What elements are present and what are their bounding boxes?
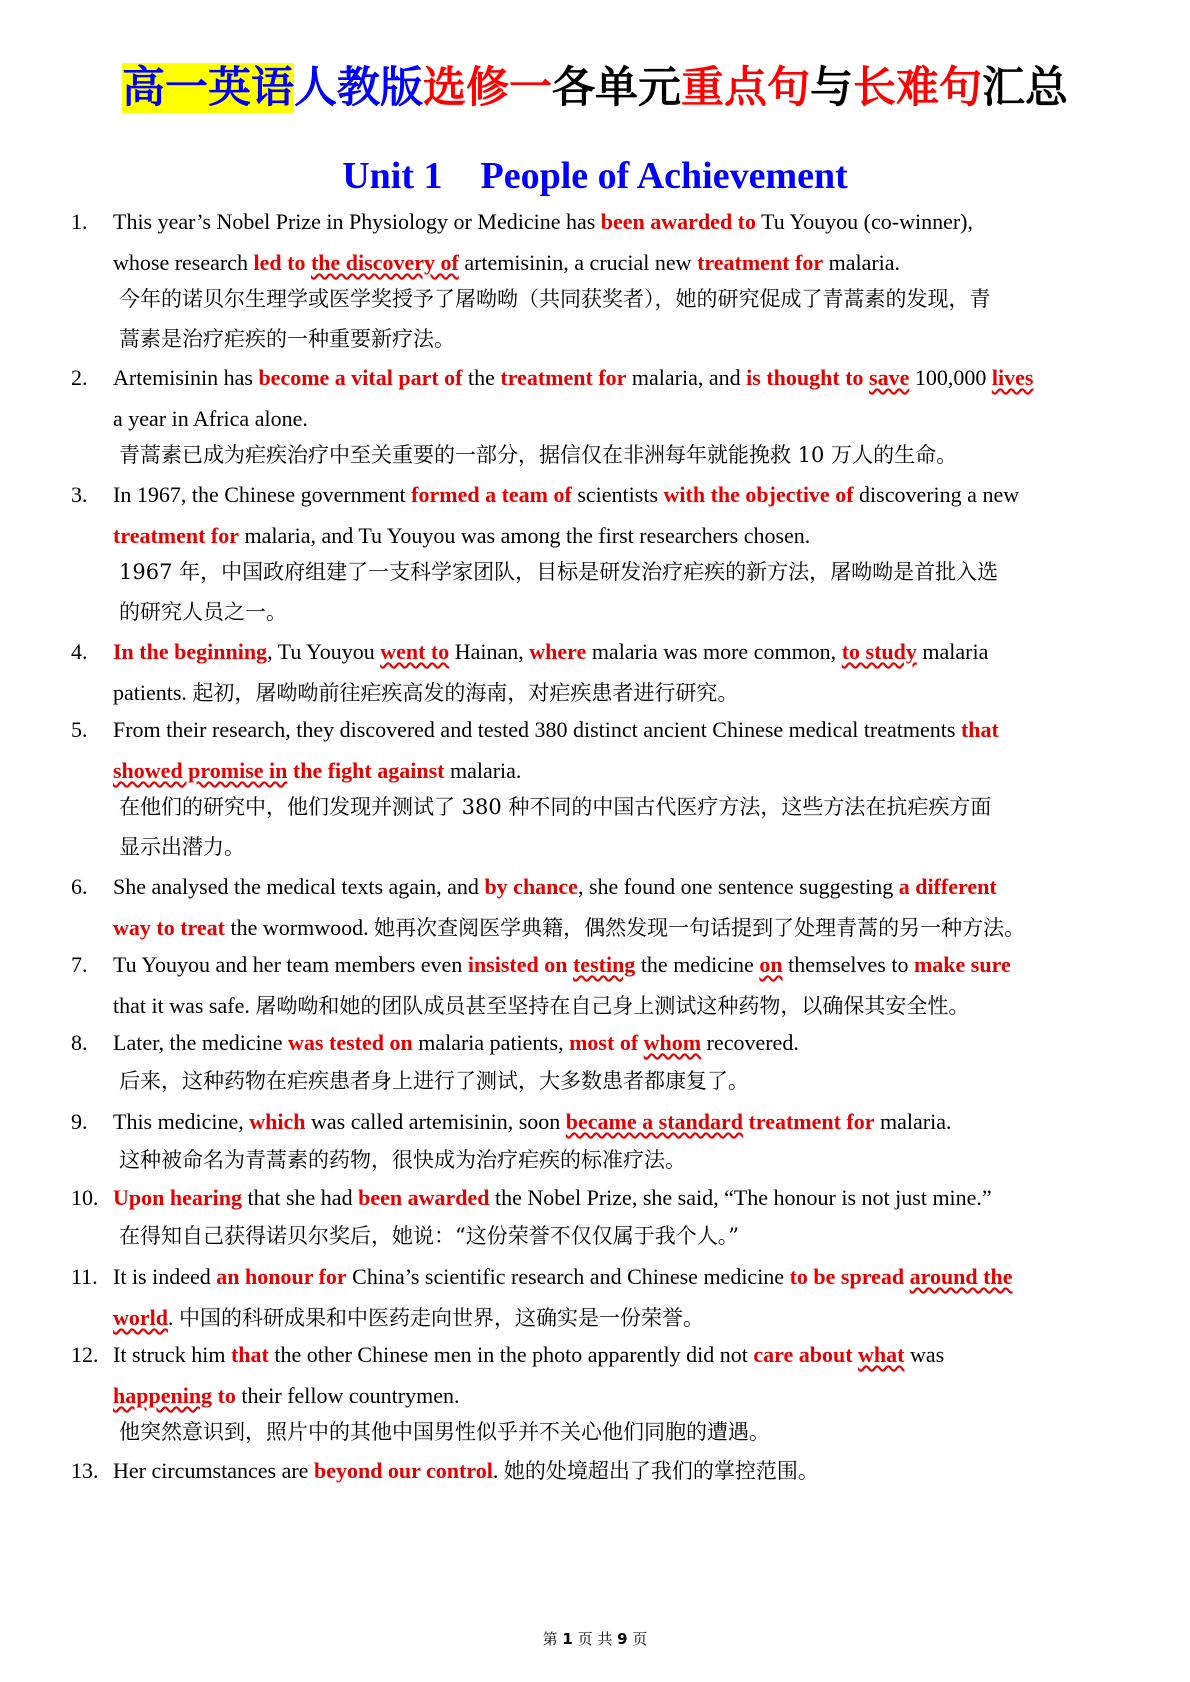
sentence-text: This year’s Nobel Prize in Physiology or Medicine has — [113, 209, 601, 234]
key-phrase: that — [960, 717, 999, 742]
page-footer — [0, 1628, 1190, 1649]
key-phrase: lives — [991, 365, 1034, 390]
key-phrase: was tested on — [288, 1030, 413, 1055]
sentence-number: 9. — [71, 1109, 88, 1134]
chinese-translation-inline: 她的处境超出了我们的掌控范围。 — [503, 1459, 819, 1483]
sentence-text: malaria — [916, 639, 989, 664]
sentence-text: It struck him — [113, 1342, 231, 1367]
sentence-text: their fellow countrymen. — [235, 1383, 460, 1408]
sentence-text: malaria, and — [626, 365, 747, 390]
sentence-number: 8. — [71, 1030, 88, 1055]
english-sentence — [113, 944, 1143, 1027]
sentence-text: malaria patients, — [412, 1030, 570, 1055]
sentence-number: 1. — [71, 209, 88, 234]
english-sentence — [113, 357, 1143, 439]
sentence-text: In 1967, the Chinese government — [113, 482, 412, 507]
title-part-summary: 汇总 — [982, 63, 1068, 113]
sentence-text: From their research, they discovered and tested 380 distinct ancient Chinese medical treatments — [113, 717, 961, 742]
translation-line: 在他们的研究中，他们发现并测试了 380 种不同的中国古代医疗方法，这些方法在抗疟疾方面 — [119, 795, 992, 819]
sentence-text: malaria, and Tu Youyou was among the first researchers chosen. — [239, 523, 811, 548]
translation-line: 显示出潜力。 — [119, 835, 245, 859]
sentence-text: that it was safe. — [113, 993, 256, 1018]
english-sentence — [113, 1450, 1143, 1492]
title-part-edition: 人教版 — [294, 63, 423, 113]
page-title — [0, 58, 1190, 118]
sentence-text: 100,000 — [909, 365, 992, 390]
key-phrase: on — [759, 952, 783, 977]
sentence-text: It is indeed — [113, 1264, 217, 1289]
sentence-number: 3. — [71, 482, 88, 507]
key-phrase: care about — [753, 1342, 859, 1367]
key-phrase: with the objective of — [663, 482, 854, 507]
sentence-text: the medicine — [635, 952, 760, 977]
key-phrase: went to — [380, 639, 450, 664]
sentence-text: whose research — [113, 250, 254, 275]
sentence-text: This medicine, — [113, 1109, 250, 1134]
sentence-text: scientists — [571, 482, 664, 507]
sentence-text: the — [462, 365, 501, 390]
sentence-text: the other Chinese men in the photo apparently did not — [268, 1342, 754, 1367]
sentence-number: 7. — [71, 952, 88, 977]
key-phrase: treatment for — [743, 1109, 875, 1134]
key-phrase: led to — [253, 250, 311, 275]
translation-line: 后来，这种药物在疟疾患者身上进行了测试，大多数患者都康复了。 — [119, 1069, 749, 1093]
key-phrase: where — [529, 639, 587, 664]
chinese-translation — [119, 279, 1139, 359]
key-phrase: happening — [113, 1383, 213, 1408]
sentence-text: themselves to — [782, 952, 914, 977]
title-part-units: 各单元 — [552, 63, 681, 113]
key-phrase: to study — [841, 639, 917, 664]
sentence-text: was called artemisinin, soon — [305, 1109, 566, 1134]
key-phrase: been awarded to — [600, 209, 757, 234]
sentence-text: She analysed the medical texts again, and — [113, 874, 485, 899]
title-part-key-sentences: 重点句 — [681, 63, 810, 113]
sentence-text: patients. — [113, 680, 193, 705]
key-phrase: the discovery of — [310, 250, 459, 275]
sentence-text: that she had — [241, 1185, 359, 1210]
key-phrase: formed a team of — [411, 482, 572, 507]
sentence-text: Hainan, — [449, 639, 530, 664]
sentence-text: Tu Youyou and her team members even — [113, 952, 468, 977]
key-phrase: to be spread — [789, 1264, 910, 1289]
english-sentence — [113, 631, 1143, 714]
sentence-text: was — [904, 1342, 945, 1367]
title-part-long-sentences: 长难句 — [853, 63, 982, 113]
english-sentence — [113, 1334, 1143, 1416]
translation-line: 1967 年，中国政府组建了一支科学家团队，目标是研发治疗疟疾的新方法，屠呦呦是首批入选 — [119, 560, 999, 584]
sentence-number: 6. — [71, 874, 88, 899]
sentence-text: malaria was more common, — [586, 639, 842, 664]
sentence-number: 5. — [71, 717, 88, 742]
translation-line: 今年的诺贝尔生理学或医学奖授予了屠呦呦（共同获奖者），她的研究促成了青蒿素的发现，青 — [119, 287, 991, 311]
sentence-text: a year in Africa alone. — [113, 406, 308, 431]
chinese-translation — [119, 1216, 1139, 1256]
key-phrase: world — [113, 1305, 168, 1330]
key-phrase: treatment for — [500, 365, 627, 390]
sentence-number: 4. — [71, 639, 88, 664]
key-phrase: treatment for — [697, 250, 824, 275]
sentence-text: Artemisinin has — [113, 365, 259, 390]
key-phrase: is thought to — [746, 365, 870, 390]
translation-line: 青蒿素已成为疟疾治疗中至关重要的一部分，据信仅在非洲每年就能挽救 10 万人的生命。 — [119, 443, 958, 467]
key-phrase: become a vital part of — [258, 365, 463, 390]
title-part-grade: 高一英语 — [122, 63, 294, 113]
unit-heading: Unit 1 People of Achievement — [342, 155, 848, 197]
sentence-text: Tu Youyou (co-winner), — [756, 209, 973, 234]
sentence-text: Her circumstances are — [113, 1458, 314, 1483]
sentence-number: 13. — [71, 1458, 99, 1483]
footer-suffix: 页 — [632, 1630, 648, 1648]
chinese-translation — [119, 1061, 1139, 1101]
chinese-translation-inline: 中国的科研成果和中医药走向世界，这确实是一份荣誉。 — [179, 1306, 704, 1330]
key-phrase: became a standard — [565, 1109, 743, 1134]
footer-prefix: 第 — [542, 1630, 558, 1648]
key-phrase: insisted on — [467, 952, 573, 977]
sentence-text: the wormwood. — [225, 915, 375, 940]
key-phrase: to — [212, 1383, 236, 1408]
key-phrase: In the beginning — [113, 639, 268, 664]
key-phrase: the fight against — [287, 758, 445, 783]
translation-line: 他突然意识到，照片中的其他中国男性似乎并不关心他们同胞的遭遇。 — [119, 1420, 770, 1444]
key-phrase: which — [249, 1109, 306, 1134]
sentence-text: the Nobel Prize, she said, “The honour is not just mine.” — [489, 1185, 992, 1210]
chinese-translation — [119, 552, 1139, 632]
key-phrase: that — [230, 1342, 269, 1367]
key-phrase: showed promise in — [113, 758, 288, 783]
sentence-text: discovering a new — [853, 482, 1020, 507]
sentence-text: China’s scientific research and Chinese medicine — [346, 1264, 790, 1289]
sentence-number: 11. — [71, 1264, 98, 1289]
key-phrase: Upon hearing — [113, 1185, 242, 1210]
footer-middle: 页 共 — [577, 1630, 613, 1648]
chinese-translation — [119, 1412, 1139, 1452]
sentence-text: artemisinin, a crucial new — [458, 250, 698, 275]
key-phrase: a different — [898, 874, 997, 899]
chinese-translation — [119, 1140, 1139, 1180]
english-sentence — [113, 709, 1143, 791]
translation-line: 这种被命名为青蒿素的药物，很快成为治疗疟疾的标准疗法。 — [119, 1148, 686, 1172]
english-sentence — [113, 866, 1143, 949]
sentence-text: malaria. — [823, 250, 901, 275]
chinese-translation-inline: 起初，屠呦呦前往疟疾高发的海南，对疟疾患者进行研究。 — [192, 681, 739, 705]
key-phrase: way to treat — [113, 915, 225, 940]
title-part-and: 与 — [810, 63, 853, 113]
key-phrase: testing — [572, 952, 636, 977]
sentence-number: 2. — [71, 365, 88, 390]
english-sentence — [113, 1177, 1143, 1218]
sentence-text: Later, the medicine — [113, 1030, 289, 1055]
key-phrase: save — [869, 365, 910, 390]
key-phrase: most of — [569, 1030, 644, 1055]
sentence-text: , Tu Youyou — [267, 639, 381, 664]
sentence-number: 10. — [71, 1185, 99, 1210]
key-phrase: treatment for — [113, 523, 240, 548]
english-sentence — [113, 201, 1143, 283]
footer-total-pages: 9 — [617, 1630, 628, 1648]
title-part-book: 选修一 — [423, 63, 552, 113]
key-phrase: around the — [909, 1264, 1013, 1289]
key-phrase: been awarded — [358, 1185, 490, 1210]
key-phrase: by chance — [484, 874, 578, 899]
translation-line: 蒿素是治疗疟疾的一种重要新疗法。 — [119, 327, 455, 351]
footer-current-page: 1 — [562, 1630, 573, 1648]
chinese-translation-inline: 屠呦呦和她的团队成员甚至坚持在自己身上测试这种药物，以确保其安全性。 — [255, 994, 970, 1018]
key-phrase: an honour for — [216, 1264, 347, 1289]
sentence-text: , she found one sentence suggesting — [577, 874, 899, 899]
translation-line: 的研究人员之一。 — [119, 600, 287, 624]
english-sentence — [113, 1101, 1143, 1142]
sentence-text: . — [492, 1458, 504, 1483]
english-sentence — [113, 1022, 1143, 1063]
english-sentence — [113, 1256, 1143, 1339]
key-phrase: make sure — [913, 952, 1011, 977]
sentence-text: . — [168, 1305, 179, 1330]
key-phrase: beyond our control — [313, 1458, 493, 1483]
chinese-translation-inline: 她再次查阅医学典籍，偶然发现一句话提到了处理青蒿的另一种方法。 — [374, 916, 1026, 940]
sentence-text: malaria. — [874, 1109, 952, 1134]
key-phrase: what — [858, 1342, 905, 1367]
translation-line: 在得知自己获得诺贝尔奖后，她说：“这份荣誉不仅仅属于我个人。” — [119, 1224, 739, 1248]
chinese-translation — [119, 435, 1139, 475]
sentence-text: recovered. — [701, 1030, 799, 1055]
key-phrase: whom — [643, 1030, 702, 1055]
english-sentence — [113, 474, 1143, 556]
sentence-text: malaria. — [444, 758, 522, 783]
chinese-translation — [119, 787, 1139, 867]
sentence-number: 12. — [71, 1342, 99, 1367]
